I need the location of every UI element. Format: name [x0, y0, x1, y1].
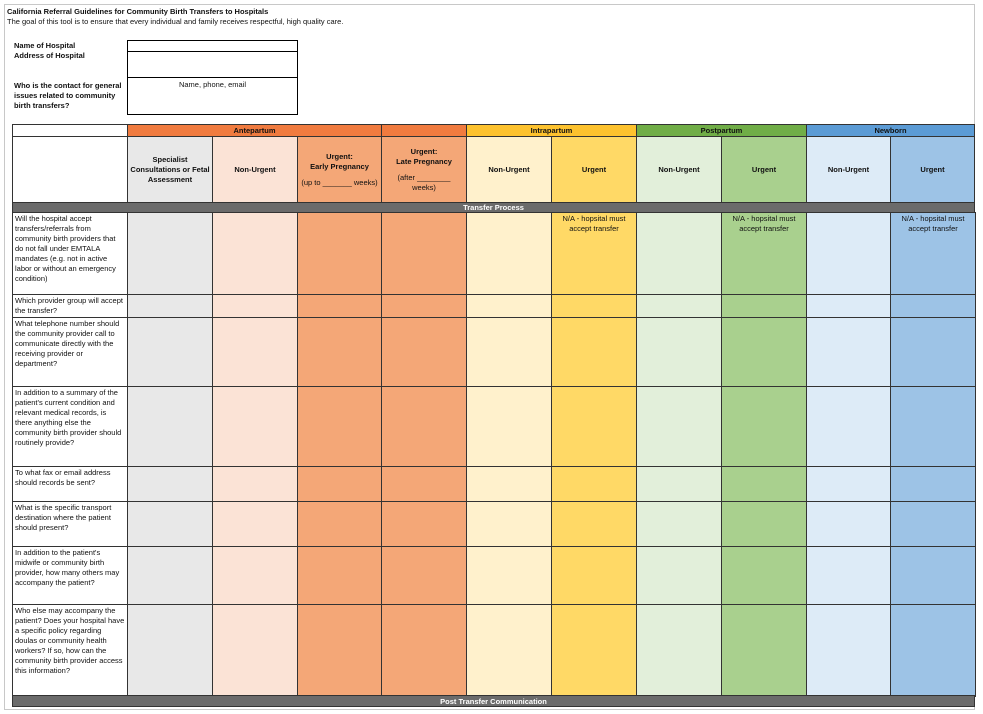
subheader-blank-cell [12, 136, 128, 203]
answer-cell-specialist[interactable] [127, 212, 213, 295]
answer-cell-intrapartum-nonurgent[interactable] [466, 212, 552, 295]
answer-cell-specialist[interactable] [127, 466, 213, 502]
answer-cell-intrapartum-urgent[interactable] [551, 466, 637, 502]
answer-cell-urgent-late[interactable] [381, 317, 467, 387]
answer-cell-intrapartum-nonurgent[interactable] [466, 386, 552, 467]
question-cell: In addition to the patient's midwife or community birth provider, how many others may accompany the patient? [12, 546, 128, 605]
answer-cell-urgent-early[interactable] [297, 212, 382, 295]
answer-cell-postpartum-urgent[interactable] [721, 604, 807, 697]
answer-cell-newborn-nonurgent[interactable] [806, 546, 891, 605]
answer-cell-postpartum-nonurgent[interactable] [636, 212, 722, 295]
na-note-newborn-urgent[interactable]: N/A - hopsital must accept transfer [890, 212, 976, 295]
group-header-newborn: Newborn [806, 124, 975, 137]
hospital-name-label: Name of Hospital [14, 41, 76, 50]
group-header-postpartum: Postpartum [636, 124, 807, 137]
question-cell: What telephone number should the community provider call to communicate directly with the receiving provider or department? [12, 317, 128, 387]
early-line2: Early Pregnancy [310, 161, 369, 171]
answer-cell-antepartum-nonurgent[interactable] [212, 466, 298, 502]
answer-cell-newborn-nonurgent[interactable] [806, 212, 891, 295]
subheader-specialist: Specialist Consultations or Fetal Assessment [127, 136, 213, 203]
hospital-address-field[interactable] [127, 51, 298, 78]
na-note-intrapartum-urgent[interactable]: N/A - hopsital must accept transfer [551, 212, 637, 295]
subheader-urgent-late-pregnancy [381, 136, 467, 203]
answer-cell-newborn-nonurgent[interactable] [806, 317, 891, 387]
subheader-intrapartum-nonurgent: Non-Urgent [466, 136, 552, 203]
answer-cell-urgent-late[interactable] [381, 386, 467, 467]
answer-cell-specialist[interactable] [127, 294, 213, 318]
answer-cell-urgent-early[interactable] [297, 466, 382, 502]
answer-cell-antepartum-nonurgent[interactable] [212, 317, 298, 387]
document-subtitle: The goal of this tool is to ensure that every individual and family receives respectful, high quality care. [7, 17, 344, 26]
answer-cell-urgent-early[interactable] [297, 386, 382, 467]
answer-cell-postpartum-urgent[interactable] [721, 501, 807, 547]
answer-cell-antepartum-nonurgent[interactable] [212, 546, 298, 605]
answer-cell-specialist[interactable] [127, 317, 213, 387]
section-transfer-process: Transfer Process [12, 202, 975, 213]
answer-cell-urgent-late[interactable] [381, 466, 467, 502]
answer-cell-specialist[interactable] [127, 546, 213, 605]
answer-cell-postpartum-urgent[interactable] [721, 466, 807, 502]
late-line2: Late Pregnancy [396, 156, 452, 166]
contact-label: Who is the contact for general issues related to community birth transfers? [14, 81, 122, 110]
subheader-postpartum-urgent: Urgent [721, 136, 807, 203]
document-title: California Referral Guidelines for Community Birth Transfers to Hospitals [7, 7, 269, 16]
answer-cell-newborn-urgent[interactable] [890, 604, 976, 697]
answer-cell-urgent-early[interactable] [297, 294, 382, 318]
question-cell: Who else may accompany the patient? Does your hospital have a specific policy regarding doulas or community health workers? If so, how can the community birth provider access this information? [12, 604, 128, 697]
late-weeks-note-2: weeks) [412, 182, 436, 192]
answer-cell-antepartum-nonurgent[interactable] [212, 501, 298, 547]
answer-cell-intrapartum-nonurgent[interactable] [466, 501, 552, 547]
answer-cell-intrapartum-nonurgent[interactable] [466, 604, 552, 697]
answer-cell-intrapartum-urgent[interactable] [551, 386, 637, 467]
answer-cell-antepartum-nonurgent[interactable] [212, 604, 298, 697]
section-post-transfer-communication: Post Transfer Communication [12, 695, 975, 707]
group-header-antepartum: Antepartum [127, 124, 382, 137]
group-header-intrapartum: Intrapartum [466, 124, 637, 137]
answer-cell-newborn-nonurgent[interactable] [806, 294, 891, 318]
answer-cell-urgent-early[interactable] [297, 546, 382, 605]
early-line1: Urgent: [326, 151, 353, 161]
subheader-newborn-urgent: Urgent [890, 136, 975, 203]
na-note-postpartum-urgent[interactable]: N/A - hopsital must accept transfer [721, 212, 807, 295]
answer-cell-intrapartum-nonurgent[interactable] [466, 466, 552, 502]
answer-cell-newborn-urgent[interactable] [890, 386, 976, 467]
answer-cell-newborn-nonurgent[interactable] [806, 501, 891, 547]
answer-cell-intrapartum-urgent[interactable] [551, 317, 637, 387]
answer-cell-newborn-urgent[interactable] [890, 294, 976, 318]
answer-cell-postpartum-urgent[interactable] [721, 386, 807, 467]
subheader-newborn-nonurgent: Non-Urgent [806, 136, 891, 203]
answer-cell-postpartum-nonurgent[interactable] [636, 317, 722, 387]
question-cell: Which provider group will accept the transfer? [12, 294, 128, 318]
answer-cell-intrapartum-nonurgent[interactable] [466, 317, 552, 387]
early-weeks-note: (up to _______ weeks) [301, 177, 378, 187]
contact-field[interactable]: Name, phone, email [127, 77, 298, 115]
answer-cell-postpartum-nonurgent[interactable] [636, 604, 722, 697]
answer-cell-postpartum-nonurgent[interactable] [636, 501, 722, 547]
answer-cell-antepartum-nonurgent[interactable] [212, 386, 298, 467]
answer-cell-specialist[interactable] [127, 604, 213, 697]
answer-cell-postpartum-urgent[interactable] [721, 317, 807, 387]
answer-cell-urgent-late[interactable] [381, 604, 467, 697]
answer-cell-specialist[interactable] [127, 501, 213, 547]
answer-cell-urgent-late[interactable] [381, 546, 467, 605]
answer-cell-postpartum-nonurgent[interactable] [636, 466, 722, 502]
answer-cell-newborn-urgent[interactable] [890, 317, 976, 387]
subheader-antepartum-nonurgent: Non-Urgent [212, 136, 298, 203]
answer-cell-antepartum-nonurgent[interactable] [212, 294, 298, 318]
answer-cell-specialist[interactable] [127, 386, 213, 467]
answer-cell-intrapartum-urgent[interactable] [551, 604, 637, 697]
question-cell: Will the hospital accept transfers/referrals from community birth providers that do not fall under EMTALA mandates (e.g. not in active labor or without an emergency condition) [12, 212, 128, 295]
answer-cell-urgent-early[interactable] [297, 317, 382, 387]
late-weeks-note-1: (after ________ [397, 172, 451, 182]
answer-cell-intrapartum-urgent[interactable] [551, 546, 637, 605]
answer-cell-urgent-late[interactable] [381, 501, 467, 547]
answer-cell-urgent-early[interactable] [297, 604, 382, 697]
answer-cell-urgent-early[interactable] [297, 501, 382, 547]
answer-cell-intrapartum-nonurgent[interactable] [466, 294, 552, 318]
answer-cell-postpartum-nonurgent[interactable] [636, 546, 722, 605]
answer-cell-newborn-urgent[interactable] [890, 546, 976, 605]
answer-cell-newborn-nonurgent[interactable] [806, 466, 891, 502]
answer-cell-postpartum-urgent[interactable] [721, 294, 807, 318]
answer-cell-newborn-nonurgent[interactable] [806, 604, 891, 697]
late-line1: Urgent: [410, 146, 438, 156]
answer-cell-newborn-nonurgent[interactable] [806, 386, 891, 467]
answer-cell-intrapartum-nonurgent[interactable] [466, 546, 552, 605]
answer-cell-urgent-late[interactable] [381, 212, 467, 295]
answer-cell-intrapartum-urgent[interactable] [551, 294, 637, 318]
answer-cell-intrapartum-urgent[interactable] [551, 501, 637, 547]
answer-cell-newborn-urgent[interactable] [890, 466, 976, 502]
hospital-address-label: Address of Hospital [14, 51, 85, 60]
question-cell: To what fax or email address should records be sent? [12, 466, 128, 502]
answer-cell-newborn-urgent[interactable] [890, 501, 976, 547]
question-cell: In addition to a summary of the patient's current condition and relevant medical records, is there anything else the community birth provider should routinely provide? [12, 386, 128, 467]
answer-cell-postpartum-nonurgent[interactable] [636, 294, 722, 318]
question-cell: What is the specific transport destination where the patient should present? [12, 501, 128, 547]
subheader-postpartum-nonurgent: Non-Urgent [636, 136, 722, 203]
subheader-intrapartum-urgent: Urgent [551, 136, 637, 203]
answer-cell-urgent-late[interactable] [381, 294, 467, 318]
answer-cell-postpartum-urgent[interactable] [721, 546, 807, 605]
answer-cell-postpartum-nonurgent[interactable] [636, 386, 722, 467]
subheader-urgent-early-pregnancy [297, 136, 382, 203]
answer-cell-antepartum-nonurgent[interactable] [212, 212, 298, 295]
